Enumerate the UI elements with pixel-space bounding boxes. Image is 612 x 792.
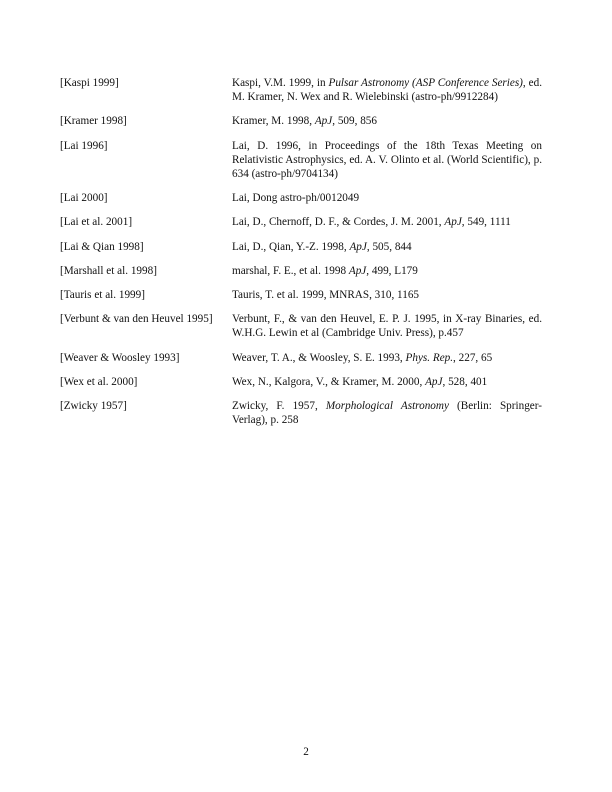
- reference-text-segment: Lai, D. 1996, in Proceedings of the 18th Texas Meeting on Relativistic Astrophysics, ed. A. V. Olinto et al. (World Scientific), p. 634 (astro-ph/9704134): [232, 139, 542, 181]
- reference-key: [Weaver & Woosley 1993]: [60, 351, 180, 364]
- reference-text: [232, 191, 542, 205]
- reference-text: [232, 76, 542, 104]
- reference-text: [232, 215, 542, 229]
- reference-text: [232, 139, 542, 182]
- reference-text-segment: (Berlin: Springer-Verlag), p. 258: [232, 400, 542, 427]
- reference-text-segment: Kaspi, V.M. 1999, in: [232, 77, 329, 89]
- reference-text-segment: Lai, Dong astro-ph/0012049: [232, 192, 360, 205]
- reference-text: [232, 399, 542, 427]
- reference-text-italic: ApJ: [349, 240, 367, 253]
- reference-text-segment: , ed. M. Kramer, N. Wex and R. Wielebinski (astro-ph/9912284): [232, 77, 543, 104]
- reference-text-segment: Lai, D., Qian, Y.-Z. 1998,: [232, 240, 350, 253]
- reference-key: [Verbunt & van den Heuvel 1995]: [60, 313, 213, 326]
- reference-text-italic: ApJ: [314, 115, 333, 128]
- reference-entry: [60, 191, 542, 205]
- reference-key: [Zwicky 1957]: [60, 400, 127, 413]
- reference-key: [Wex et al. 2000]: [60, 375, 138, 388]
- reference-text-italic: ApJ: [348, 264, 367, 277]
- reference-text: [232, 312, 542, 340]
- reference-text-segment: , 227, 65: [453, 351, 493, 364]
- reference-key: [Lai & Qian 1998]: [60, 240, 144, 253]
- reference-entry: [60, 114, 542, 128]
- reference-text: [232, 375, 542, 389]
- reference-entry: [60, 288, 542, 302]
- reference-text: [232, 351, 542, 365]
- reference-text: [232, 264, 542, 278]
- reference-text-italic: Morphological Astronomy: [325, 400, 449, 413]
- reference-key: [Tauris et al. 1999]: [60, 289, 145, 302]
- reference-text-segment: Weaver, T. A., & Woosley, S. E. 1993,: [232, 351, 406, 364]
- reference-key: [Lai 2000]: [60, 192, 108, 205]
- reference-entry: [60, 264, 542, 278]
- reference-key: [Kaspi 1999]: [60, 77, 119, 89]
- page-number: 2: [303, 746, 309, 758]
- reference-list: [60, 76, 542, 437]
- reference-text-segment: , 549, 1111: [461, 216, 511, 229]
- reference-entry: [60, 312, 542, 340]
- reference-text-segment: Lai, D., Chernoff, D. F., & Cordes, J. M. 2001,: [232, 216, 445, 229]
- reference-text: [232, 114, 542, 128]
- reference-key: [Lai 1996]: [60, 139, 108, 152]
- reference-text-segment: , 505, 844: [366, 240, 412, 253]
- reference-entry: [60, 240, 542, 254]
- reference-text-segment: Kramer, M. 1998,: [232, 115, 315, 128]
- reference-text-italic: Phys. Rep.: [405, 351, 454, 364]
- reference-key: [Marshall et al. 1998]: [60, 264, 157, 277]
- reference-entry: [60, 375, 542, 389]
- reference-text-italic: Pulsar Astronomy (ASP Conference Series): [328, 77, 523, 89]
- reference-text-segment: , 528, 401: [442, 375, 488, 388]
- reference-text-segment: Wex, N., Kalgora, V., & Kramer, M. 2000,: [232, 375, 426, 388]
- reference-entry: [60, 139, 542, 182]
- reference-text-segment: Verbunt, F., & van den Heuvel, E. P. J. 1995, in X-ray Binaries, ed. W.H.G. Lewin et al (Cambridge Univ. Press), p.457: [232, 313, 542, 340]
- reference-entry: [60, 351, 542, 365]
- reference-entry: [60, 215, 542, 229]
- reference-key: [Lai et al. 2001]: [60, 216, 133, 229]
- reference-text-segment: , 499, L179: [366, 264, 418, 277]
- reference-text-segment: Zwicky, F. 1957,: [232, 400, 326, 413]
- reference-text-italic: ApJ: [425, 375, 443, 388]
- reference-text-segment: Tauris, T. et al. 1999, MNRAS, 310, 1165: [232, 289, 420, 302]
- reference-text: [232, 288, 542, 302]
- reference-key: [Kramer 1998]: [60, 115, 127, 128]
- reference-text-segment: , 509, 856: [332, 115, 377, 128]
- reference-text-segment: marshal, F. E., et al. 1998: [232, 264, 349, 277]
- reference-text: [232, 240, 542, 254]
- reference-entry: [60, 76, 542, 104]
- reference-entry: [60, 399, 542, 427]
- reference-text-italic: ApJ: [444, 216, 462, 229]
